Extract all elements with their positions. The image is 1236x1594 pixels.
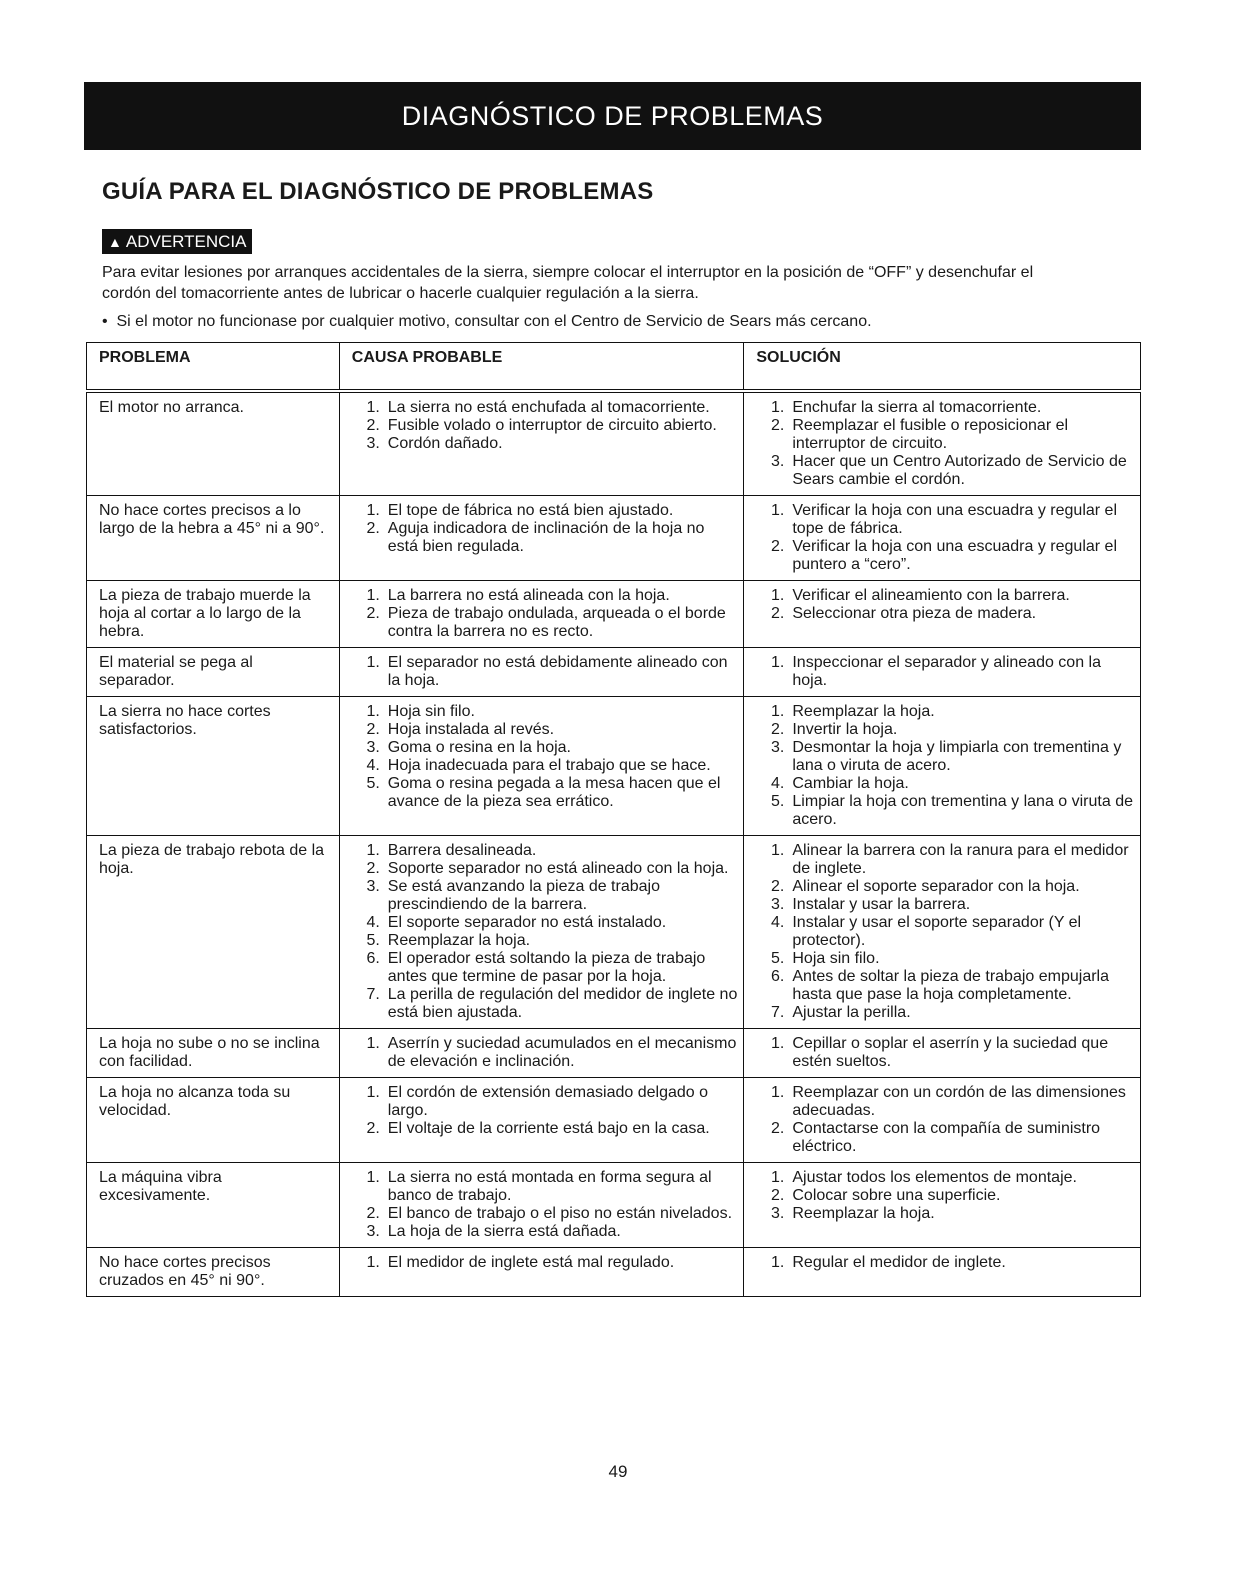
solution-cell-list (756, 703, 1134, 829)
cause-item-text: El cordón de extensión demasiado delgado o largo. (387, 1084, 709, 1119)
item-number: 5. (771, 950, 785, 967)
cause-item (352, 878, 738, 914)
cause-cell-list (352, 399, 738, 453)
cause-item-text: Aserrín y suciedad acumulados en el mecanismo de elevación e inclinación. (387, 1035, 737, 1070)
solution-item (756, 878, 1134, 896)
cause-cell (339, 496, 744, 581)
cause-cell-list (352, 1254, 738, 1272)
solution-item (756, 914, 1134, 950)
cause-item (352, 757, 738, 775)
warning-label (102, 229, 252, 254)
item-number: 5. (771, 793, 785, 810)
warning-bullet (102, 311, 1132, 332)
solution-cell (744, 697, 1141, 836)
item-number: 2. (366, 520, 380, 537)
item-number: 2. (771, 605, 785, 622)
cause-item-text: Se está avanzando la pieza de trabajo prescindiendo de la barrera. (387, 878, 660, 913)
warning-text-line: Para evitar lesiones por arranques accidentales de la sierra, siempre colocar el interruptor en la posición de “OFF” y desenchufar el (102, 264, 1034, 281)
cause-item-text: Barrera desalineada. (387, 842, 537, 859)
item-number: 1. (366, 1254, 380, 1271)
solution-cell (744, 1029, 1141, 1078)
item-number: 3. (771, 1205, 785, 1222)
item-number: 7. (771, 1004, 785, 1021)
solution-item-text: Antes de soltar la pieza de trabajo empujarla hasta que pase la hoja completamente. (792, 968, 1109, 1003)
cause-cell (339, 581, 744, 648)
cause-cell-list (352, 1084, 738, 1138)
cause-item-text: La sierra no está montada en forma segura al banco de trabajo. (387, 1169, 712, 1204)
table-row (87, 1163, 1141, 1248)
solution-item (756, 739, 1134, 775)
solution-item (756, 453, 1134, 489)
cause-item (352, 860, 738, 878)
solution-item-text: Inspeccionar el separador y alineado con la hoja. (792, 654, 1101, 689)
cause-item-text: Aguja indicadora de inclinación de la hoja no está bien regulada. (387, 520, 705, 555)
cause-cell-list (352, 842, 738, 1022)
item-number: 2. (366, 605, 380, 622)
cause-cell (339, 1029, 744, 1078)
solution-cell-list (756, 399, 1134, 489)
solution-item (756, 417, 1134, 453)
solution-item (756, 502, 1134, 538)
solution-item (756, 1004, 1134, 1022)
item-number: 1. (366, 399, 380, 416)
banner-title: DIAGNÓSTICO DE PROBLEMAS (401, 100, 824, 131)
solution-item-text: Verificar el alineamiento con la barrera. (792, 587, 1070, 604)
warning-label-text: ADVERTENCIA (125, 231, 247, 251)
cause-item-text: Goma o resina pegada a la mesa hacen que el avance de la pieza sea errático. (387, 775, 721, 810)
cause-item (352, 605, 738, 641)
table-row (87, 391, 1141, 496)
item-number: 2. (771, 538, 785, 555)
cause-item (352, 1223, 738, 1241)
cause-item (352, 703, 738, 721)
item-number: 1. (771, 1169, 785, 1186)
solution-item (756, 950, 1134, 968)
cause-item (352, 435, 738, 453)
solution-item-text: Verificar la hoja con una escuadra y regular el puntero a “cero”. (792, 538, 1117, 573)
solution-item-text: Alinear el soporte separador con la hoja. (792, 878, 1080, 895)
page-title: GUÍA PARA EL DIAGNÓSTICO DE PROBLEMAS (102, 178, 654, 205)
item-number: 2. (366, 417, 380, 434)
solution-item (756, 721, 1134, 739)
cause-item-text: Goma o resina en la hoja. (387, 739, 571, 756)
cause-item-text: Hoja instalada al revés. (387, 721, 555, 738)
troubleshooting-table (86, 342, 1141, 1297)
solution-item-text: Enchufar la sierra al tomacorriente. (792, 399, 1042, 416)
solution-cell (744, 1078, 1141, 1163)
item-number: 1. (366, 1035, 380, 1052)
cause-cell (339, 1078, 744, 1163)
solution-item-text: Cambiar la hoja. (792, 775, 909, 792)
problem-cell: El material se pega al separador. (87, 648, 340, 697)
warning-triangle-icon: ▲ (108, 233, 122, 250)
item-number: 1. (771, 1254, 785, 1271)
cause-item (352, 417, 738, 435)
cause-cell-list (352, 654, 738, 690)
solution-item (756, 399, 1134, 417)
table-row (87, 1029, 1141, 1078)
cause-item (352, 842, 738, 860)
cause-cell (339, 648, 744, 697)
cause-item (352, 986, 738, 1022)
item-number: 1. (771, 1084, 785, 1101)
solution-cell (744, 1248, 1141, 1297)
solution-item (756, 1169, 1134, 1187)
solution-cell-list (756, 1169, 1134, 1223)
cause-item (352, 520, 738, 556)
cause-item-text: Fusible volado o interruptor de circuito abierto. (387, 417, 717, 434)
cause-item (352, 1205, 738, 1223)
item-number: 1. (771, 587, 785, 604)
table-row (87, 836, 1141, 1029)
header-solution: SOLUCIÓN (744, 343, 1141, 392)
problem-cell: No hace cortes precisos a lo largo de la hebra a 45° ni a 90°. (87, 496, 340, 581)
item-number: 2. (771, 721, 785, 738)
item-number: 4. (771, 775, 785, 792)
cause-item (352, 1084, 738, 1120)
cause-cell-list (352, 1035, 738, 1071)
item-number: 4. (366, 757, 380, 774)
solution-cell (744, 391, 1141, 496)
cause-item-text: El tope de fábrica no está bien ajustado. (387, 502, 674, 519)
cause-item-text: El separador no está debidamente alineado con la hoja. (387, 654, 728, 689)
item-number: 3. (771, 453, 785, 470)
item-number: 2. (771, 1120, 785, 1137)
item-number: 1. (366, 502, 380, 519)
solution-item-text: Colocar sobre una superficie. (792, 1187, 1001, 1204)
item-number: 6. (366, 950, 380, 967)
item-number: 4. (366, 914, 380, 931)
cause-item (352, 721, 738, 739)
item-number: 2. (366, 1205, 380, 1222)
item-number: 1. (771, 842, 785, 859)
problem-cell: La hoja no sube o no se inclina con facilidad. (87, 1029, 340, 1078)
item-number: 1. (771, 1035, 785, 1052)
problem-cell: La sierra no hace cortes satisfactorios. (87, 697, 340, 836)
solution-item (756, 793, 1134, 829)
solution-item (756, 654, 1134, 690)
item-number: 7. (366, 986, 380, 1003)
cause-item (352, 399, 738, 417)
item-number: 3. (771, 896, 785, 913)
solution-item-text: Hoja sin filo. (792, 950, 880, 967)
solution-cell (744, 648, 1141, 697)
cause-item-text: El operador está soltando la pieza de trabajo antes que termine de pasar por la hoja. (387, 950, 706, 985)
cause-item (352, 950, 738, 986)
item-number: 1. (366, 1084, 380, 1101)
problem-cell: No hace cortes precisos cruzados en 45° ni 90°. (87, 1248, 340, 1297)
solution-item (756, 605, 1134, 623)
problem-cell: El motor no arranca. (87, 391, 340, 496)
cause-item-text: Reemplazar la hoja. (387, 932, 531, 949)
solution-cell (744, 1163, 1141, 1248)
problem-cell: La pieza de trabajo rebota de la hoja. (87, 836, 340, 1029)
warning-text (102, 262, 1132, 304)
cause-item (352, 739, 738, 757)
cause-cell-list (352, 1169, 738, 1241)
problem-cell: La pieza de trabajo muerde la hoja al cortar a lo largo de la hebra. (87, 581, 340, 648)
item-number: 6. (771, 968, 785, 985)
warning-bullet-text: Si el motor no funcionase por cualquier motivo, consultar con el Centro de Servicio de Sears más cercano. (116, 313, 872, 330)
problem-cell: La hoja no alcanza toda su velocidad. (87, 1078, 340, 1163)
cause-item-text: Cordón dañado. (387, 435, 503, 452)
item-number: 5. (366, 932, 380, 949)
solution-cell-list (756, 1254, 1134, 1272)
cause-item (352, 1120, 738, 1138)
cause-cell (339, 1163, 744, 1248)
solution-cell-list (756, 842, 1134, 1022)
page-number: 49 (608, 1462, 628, 1481)
cause-item-text: Pieza de trabajo ondulada, arqueada o el borde contra la barrera no es recto. (387, 605, 726, 640)
table-row (87, 581, 1141, 648)
solution-item-text: Ajustar todos los elementos de montaje. (792, 1169, 1077, 1186)
item-number: 1. (366, 587, 380, 604)
item-number: 3. (771, 739, 785, 756)
item-number: 3. (366, 739, 380, 756)
cause-item-text: La sierra no está enchufada al tomacorriente. (387, 399, 710, 416)
table-body (87, 391, 1141, 1297)
item-number: 1. (771, 654, 785, 671)
solution-cell-list (756, 654, 1134, 690)
cause-item (352, 587, 738, 605)
cause-cell-list (352, 587, 738, 641)
cause-item-text: La hoja de la sierra está dañada. (387, 1223, 621, 1240)
item-number: 1. (771, 399, 785, 416)
cause-item-text: El voltaje de la corriente está bajo en la casa. (387, 1120, 710, 1137)
header-cause: CAUSA PROBABLE (339, 343, 744, 392)
cause-item (352, 932, 738, 950)
item-number: 1. (771, 703, 785, 720)
solution-item-text: Ajustar la perilla. (792, 1004, 911, 1021)
solution-item (756, 1254, 1134, 1272)
item-number: 1. (366, 1169, 380, 1186)
cause-item (352, 654, 738, 690)
solution-item (756, 1084, 1134, 1120)
cause-item-text: Soporte separador no está alineado con la hoja. (387, 860, 729, 877)
cause-item-text: La barrera no está alineada con la hoja. (387, 587, 670, 604)
solution-item-text: Reemplazar la hoja. (792, 1205, 935, 1222)
solution-item-text: Instalar y usar la barrera. (792, 896, 971, 913)
cause-cell (339, 391, 744, 496)
solution-item-text: Cepillar o soplar el aserrín y la suciedad que estén sueltos. (792, 1035, 1109, 1070)
solution-cell (744, 581, 1141, 648)
solution-item (756, 1035, 1134, 1071)
table-row (87, 697, 1141, 836)
header-problem: PROBLEMA (87, 343, 340, 392)
solution-item (756, 1120, 1134, 1156)
cause-item-text: El soporte separador no está instalado. (387, 914, 667, 931)
item-number: 1. (771, 502, 785, 519)
item-number: 4. (771, 914, 785, 931)
solution-item-text: Hacer que un Centro Autorizado de Servicio de Sears cambie el cordón. (792, 453, 1127, 488)
solution-item-text: Reemplazar la hoja. (792, 703, 935, 720)
solution-item (756, 775, 1134, 793)
cause-cell (339, 1248, 744, 1297)
table-row (87, 1078, 1141, 1163)
solution-item-text: Reemplazar con un cordón de las dimensiones adecuadas. (792, 1084, 1126, 1119)
solution-cell-list (756, 1035, 1134, 1071)
item-number: 2. (366, 860, 380, 877)
solution-item-text: Invertir la hoja. (792, 721, 898, 738)
table-row (87, 1248, 1141, 1297)
table-header-row (87, 343, 1141, 392)
solution-item (756, 1205, 1134, 1223)
solution-cell-list (756, 502, 1134, 574)
solution-item-text: Reemplazar el fusible o reposicionar el interruptor de circuito. (792, 417, 1069, 452)
cause-item-text: Hoja sin filo. (387, 703, 475, 720)
solution-item (756, 896, 1134, 914)
solution-item-text: Limpiar la hoja con trementina y lana o viruta de acero. (792, 793, 1133, 828)
item-number: 2. (366, 721, 380, 738)
cause-item (352, 1169, 738, 1205)
cause-item-text: Hoja inadecuada para el trabajo que se hace. (387, 757, 711, 774)
cause-item (352, 1254, 738, 1272)
solution-cell-list (756, 587, 1134, 623)
solution-item-text: Desmontar la hoja y limpiarla con trementina y lana o viruta de acero. (792, 739, 1122, 774)
table-row (87, 648, 1141, 697)
solution-cell (744, 496, 1141, 581)
cause-item (352, 1035, 738, 1071)
solution-item-text: Seleccionar otra pieza de madera. (792, 605, 1037, 622)
item-number: 2. (771, 417, 785, 434)
solution-item-text: Verificar la hoja con una escuadra y regular el tope de fábrica. (792, 502, 1117, 537)
cause-item-text: El banco de trabajo o el piso no están nivelados. (387, 1205, 733, 1222)
cause-cell (339, 836, 744, 1029)
bullet-dot-icon: • (102, 313, 117, 330)
item-number: 1. (366, 703, 380, 720)
solution-cell (744, 836, 1141, 1029)
cause-item (352, 914, 738, 932)
cause-cell-list (352, 703, 738, 811)
solution-item (756, 538, 1134, 574)
table-row (87, 496, 1141, 581)
item-number: 3. (366, 435, 380, 452)
solution-cell-list (756, 1084, 1134, 1156)
solution-item (756, 842, 1134, 878)
solution-item-text: Contactarse con la compañía de suministro eléctrico. (792, 1120, 1101, 1155)
solution-item-text: Alinear la barrera con la ranura para el medidor de inglete. (792, 842, 1129, 877)
item-number: 3. (366, 1223, 380, 1240)
item-number: 3. (366, 878, 380, 895)
cause-cell (339, 697, 744, 836)
solution-item (756, 587, 1134, 605)
cause-cell-list (352, 502, 738, 556)
solution-item (756, 1187, 1134, 1205)
solution-item-text: Instalar y usar el soporte separador (Y el protector). (792, 914, 1082, 949)
cause-item (352, 502, 738, 520)
problem-cell: La máquina vibra excesivamente. (87, 1163, 340, 1248)
item-number: 1. (366, 842, 380, 859)
item-number: 2. (771, 878, 785, 895)
solution-item (756, 703, 1134, 721)
warning-text-line: cordón del tomacorriente antes de lubricar o hacerle cualquier regulación a la sierra. (102, 285, 699, 302)
item-number: 2. (366, 1120, 380, 1137)
cause-item-text: La perilla de regulación del medidor de inglete no está bien ajustada. (387, 986, 738, 1021)
cause-item-text: El medidor de inglete está mal regulado. (387, 1254, 675, 1271)
section-banner (84, 82, 1141, 150)
item-number: 5. (366, 775, 380, 792)
cause-item (352, 775, 738, 811)
item-number: 1. (366, 654, 380, 671)
solution-item-text: Regular el medidor de inglete. (792, 1254, 1006, 1271)
solution-item (756, 968, 1134, 1004)
item-number: 2. (771, 1187, 785, 1204)
